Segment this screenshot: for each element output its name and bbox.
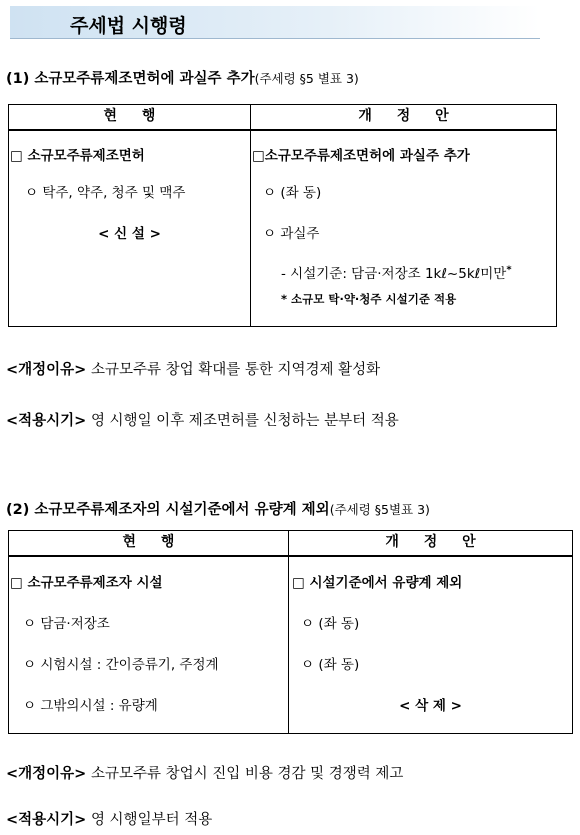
section2-reason-label: <개정이유> (6, 766, 87, 782)
title-bar (10, 6, 540, 39)
section1-revised-line-3: ㅇ 과실주 (263, 226, 320, 242)
section1-revised-line-2: ㅇ (좌 동) (263, 185, 322, 201)
section1-apply-text: 영 시행일 이후 제조면허를 신청하는 분부터 적용 (90, 413, 399, 429)
section2-ref: (주세령 §5별표 3) (329, 502, 430, 517)
section2-heading (6, 498, 430, 519)
section2-apply-label: <적용시기> (6, 812, 87, 828)
section2-apply-text: 영 시행일부터 적용 (90, 812, 213, 828)
section2-current-line-1: □ 소규모주류제조자 시설 (10, 575, 163, 591)
section1-apply (6, 409, 399, 430)
section1-ref: (주세령 §5 별표 3) (254, 71, 359, 86)
section2-current-line-2: ㅇ 담금·저장조 (23, 616, 110, 632)
section2-revised-line-2: ㅇ (좌 동) (301, 616, 360, 632)
section2-apply (6, 808, 212, 829)
section1-revised-line-4-text: - 시설기준: 담금·저장조 1kℓ~5kℓ미만 (281, 266, 507, 282)
section2-col-current: 현 행 (9, 531, 289, 557)
section2-col-revised: 개 정 안 (289, 531, 573, 557)
section1-col-revised: 개 정 안 (251, 105, 557, 131)
section2-reason (6, 762, 403, 783)
section2-current-line-3: ㅇ 시험시설 : 간이증류기, 주정계 (23, 657, 219, 673)
section2-table (8, 530, 573, 734)
section1-revised-sup: * (506, 264, 512, 276)
section1-reason-label: <개정이유> (6, 362, 87, 378)
section2-current-line-4: ㅇ 그밖의시설 : 유량계 (23, 698, 158, 714)
section2-heading-text: (2) 소규모주류제조자의 시설기준에서 유량계 제외 (6, 502, 330, 518)
section2-current-cell (9, 556, 289, 734)
section2-revised-line-4: < 삭 제 > (399, 698, 462, 714)
section2-revised-line-1: □ 시설기준에서 유량계 제외 (292, 575, 463, 591)
section1-revised-cell (251, 130, 557, 327)
section1-reason-text: 소규모주류 창업 확대를 통한 지역경제 활성화 (90, 362, 381, 378)
section1-apply-label: <적용시기> (6, 413, 87, 429)
section1-heading (6, 67, 359, 88)
section1-table (8, 104, 557, 327)
section1-revised-line-4 (281, 262, 556, 282)
section1-current-line-1: □ 소규모주류제조면허 (10, 148, 145, 164)
section1-reason (6, 358, 380, 379)
section2-revised-line-3: ㅇ (좌 동) (301, 657, 360, 673)
section1-revised-line-1: □소규모주류제조면허에 과실주 추가 (252, 148, 470, 164)
section1-current-line-3: < 신 설 > (98, 226, 161, 242)
section1-col-current: 현 행 (9, 105, 251, 131)
section1-current-line-2: ㅇ 탁주, 약주, 청주 및 맥주 (25, 185, 186, 201)
section1-revised-note: * 소규모 탁·약·청주 시설기준 적용 (281, 292, 457, 306)
section2-reason-text: 소규모주류 창업시 진입 비용 경감 및 경쟁력 제고 (90, 766, 404, 782)
section1-current-cell (9, 130, 251, 327)
page-title: 주세법 시행령 (70, 15, 187, 37)
section1-heading-text: (1) 소규모주류제조면허에 과실주 추가 (6, 71, 255, 87)
section2-revised-cell (289, 556, 573, 734)
